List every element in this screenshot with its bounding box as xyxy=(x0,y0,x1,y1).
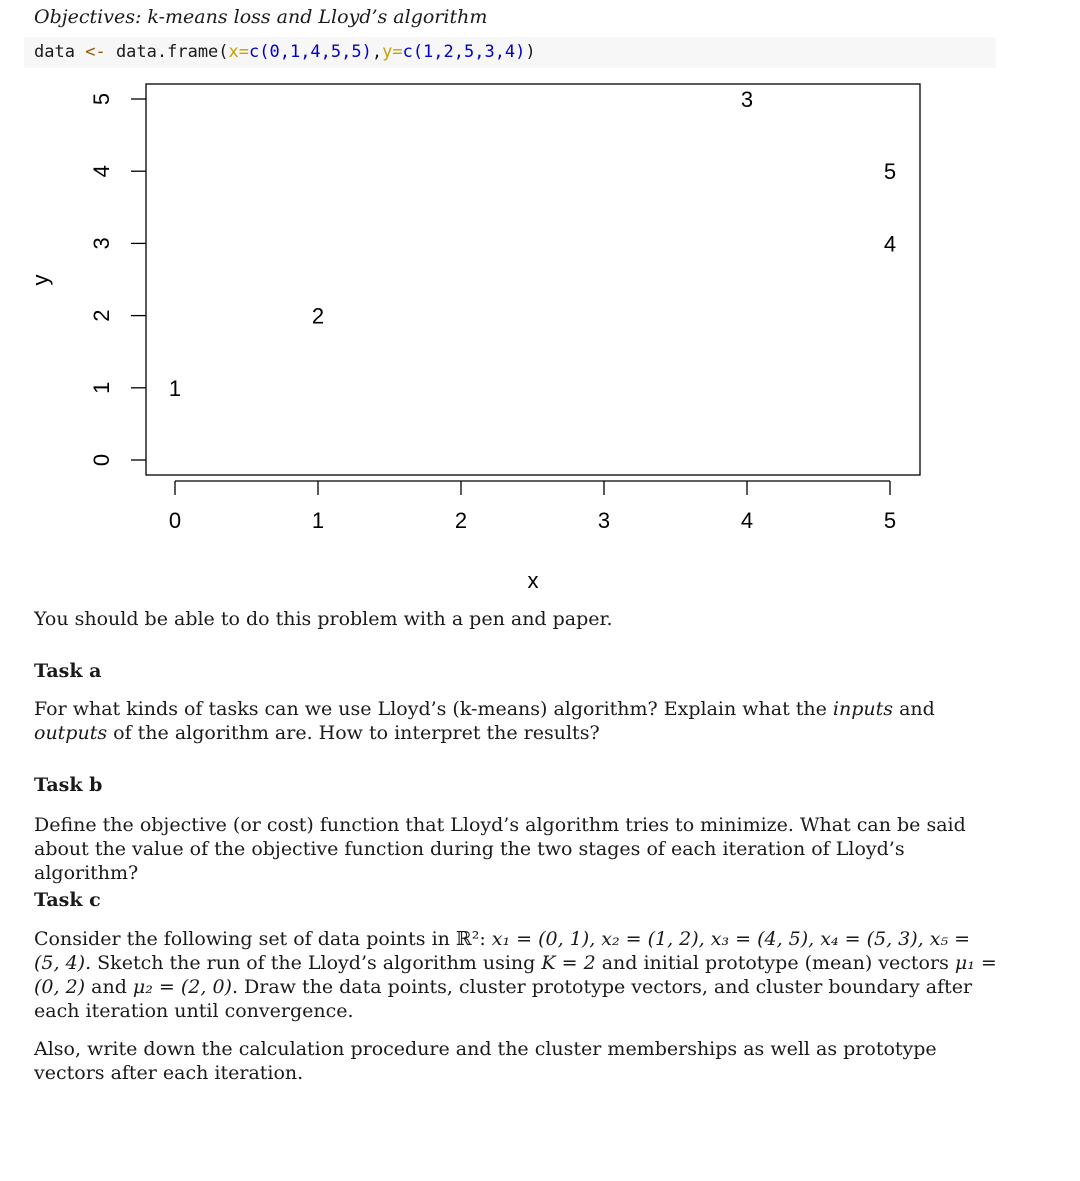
y-axis xyxy=(89,93,146,466)
scatter-plot xyxy=(0,70,1080,600)
objectives-line: Objectives: k-means loss and Lloyd’s algorithm xyxy=(34,6,488,28)
task-c-k: K = 2 xyxy=(541,952,596,974)
code-assign: <- xyxy=(85,42,106,62)
code-comma: , xyxy=(371,42,383,62)
x-axis xyxy=(169,481,896,533)
data-point-2: 2 xyxy=(311,303,325,329)
data-point-5: 5 xyxy=(883,159,897,185)
task-a-text-3: of the algorithm are. How to interpret the results? xyxy=(107,722,600,744)
data-point-4: 4 xyxy=(883,231,897,257)
x-tick-label: 3 xyxy=(597,508,611,533)
code-close: ) xyxy=(525,42,536,62)
code-fn: data.frame( xyxy=(115,42,229,62)
task-c-points: x₁ = (0, 1), x₂ = (1, 2), x₃ = (4, 5), x₄ = (5, 3), x₅ = (5, 4). xyxy=(34,928,971,974)
data-point-1: 1 xyxy=(168,375,182,401)
intro-text: You should be able to do this problem with a pen and paper. xyxy=(34,608,613,630)
task-a-outputs: outputs xyxy=(34,722,108,744)
task-c-text-2: Sketch the run of the Lloyd’s algorithm using xyxy=(91,952,542,974)
task-a-inputs: inputs xyxy=(832,698,894,720)
y-tick-label: 2 xyxy=(89,309,114,322)
x-axis-label: x xyxy=(527,568,539,593)
x-tick-label: 4 xyxy=(740,508,754,533)
task-c-mu2: μ₂ = (2, 0) xyxy=(132,976,232,998)
task-c-text-5: . Draw the data points, cluster prototype vectors, and cluster boundary after each iteration until convergence. xyxy=(34,976,973,1022)
task-c-text xyxy=(34,927,1000,1023)
data-point-3: 3 xyxy=(740,87,754,112)
x-tick-label: 1 xyxy=(311,508,325,533)
task-a-text xyxy=(34,697,1000,745)
y-axis-label: y xyxy=(28,274,53,286)
task-b-title: Task b xyxy=(34,774,103,796)
x-tick-label: 2 xyxy=(454,508,468,533)
code-var: data xyxy=(34,42,75,62)
task-a-title: Task a xyxy=(34,660,102,682)
task-c-text-4: and xyxy=(85,976,133,998)
task-a-text-2: and xyxy=(893,698,935,720)
code-block xyxy=(24,37,996,68)
code-x-arg: x= xyxy=(228,42,250,62)
task-a-text-1: For what kinds of tasks can we use Lloyd’s (k-means) algorithm? Explain what the xyxy=(34,698,833,720)
y-tick-label: 1 xyxy=(89,381,114,394)
code-x-vals: c(0,1,4,5,5) xyxy=(249,42,372,62)
x-tick-label: 5 xyxy=(883,508,897,533)
code-y-vals: c(1,2,5,3,4) xyxy=(402,42,526,62)
task-c-text-1: Consider the following set of data points in ℝ²: xyxy=(34,928,492,950)
y-tick-label: 0 xyxy=(89,453,114,467)
code-y-arg: y= xyxy=(382,42,403,62)
plot-frame xyxy=(146,84,920,475)
y-tick-label: 3 xyxy=(89,237,114,250)
task-b-text: Define the objective (or cost) function that Lloyd’s algorithm tries to minimize. What can be said about the value of the objective function during the two stages of each iteration of Lloyd’s algorithm? xyxy=(34,814,966,884)
task-c-mu1: μ₁ = (0, 2) xyxy=(34,952,997,998)
y-tick-label: 5 xyxy=(89,92,114,106)
task-c-title: Task c xyxy=(34,889,101,911)
task-c-text-followup: Also, write down the calculation procedure and the cluster memberships as well as prototype vectors after each iteration. xyxy=(34,1038,937,1084)
data-points xyxy=(169,87,896,401)
x-tick-label: 0 xyxy=(168,508,182,533)
task-c-text-3: and initial prototype (mean) vectors xyxy=(595,952,955,974)
y-tick-label: 4 xyxy=(89,165,114,178)
